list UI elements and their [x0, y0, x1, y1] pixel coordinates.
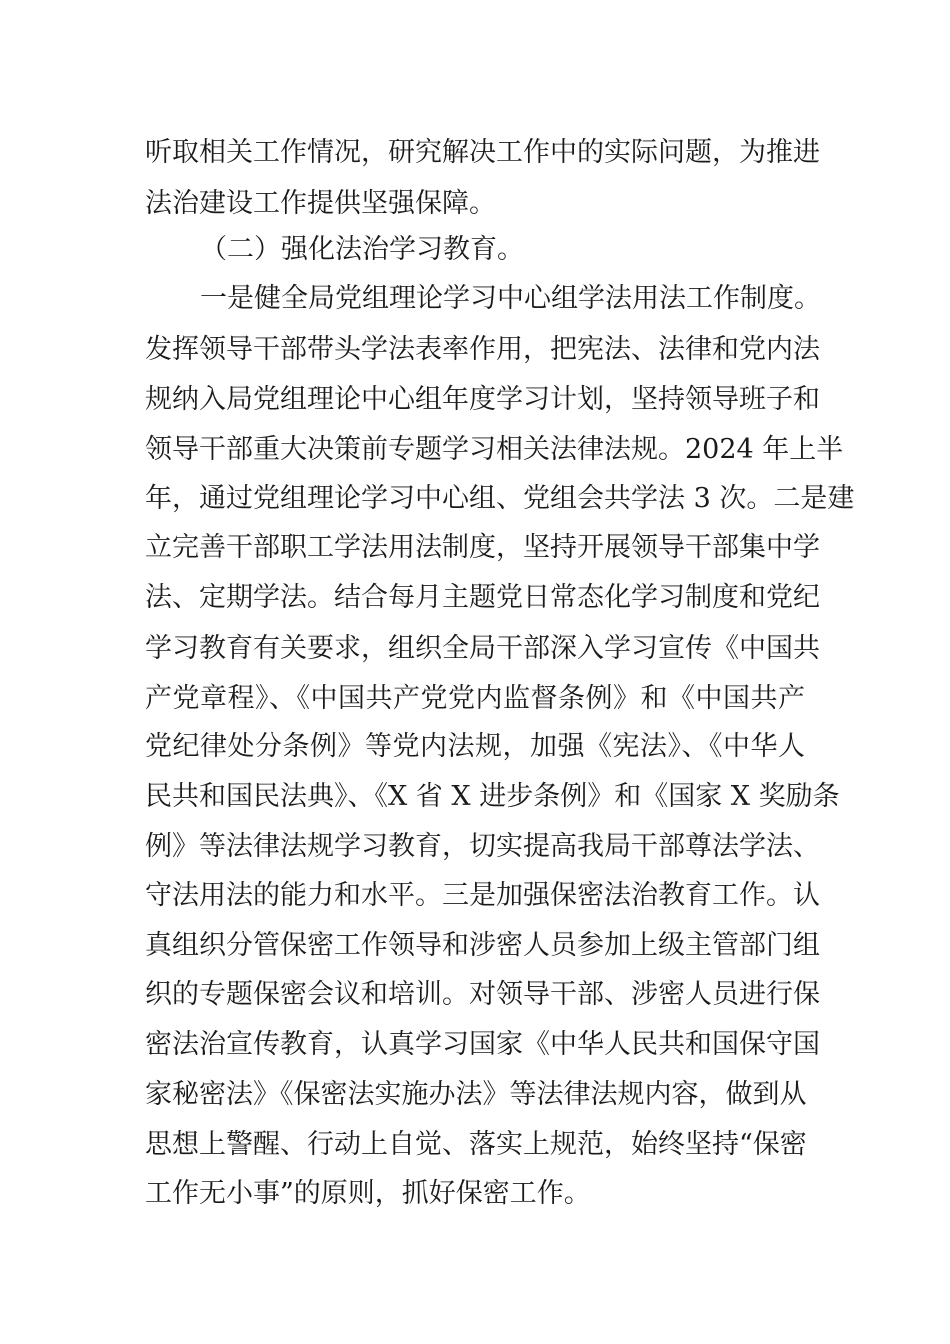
text-line-9: 立完善干部职工学法用法制度，坚持开展领导干部集中学: [145, 532, 820, 563]
text-line-19: 密法治宣传教育，认真学习国家《中华人民共和国保守国: [145, 1029, 820, 1060]
text-line-4: 一是健全局党组理论学习中心组学法用法工作制度。: [200, 283, 821, 314]
text-line-10: 法、定期学法。结合每月主题党日常态化学习制度和党纪: [145, 582, 820, 613]
section-heading: （二）强化法治学习教育。: [200, 234, 524, 265]
text-line-2: 法治建设工作提供坚强保障。: [145, 188, 496, 219]
text-line-13: 党纪律处分条例》等党内法规，加强《宪法》、《中华人: [145, 731, 805, 762]
text-line-8: 年，通过党组理论学习中心组、党组会共学法 3 次。二是建: [145, 483, 855, 514]
text-line-21: 思想上警醒、行动上自觉、落实上规范，始终坚持“保密: [145, 1129, 807, 1160]
text-line-7: 领导干部重大决策前专题学习相关法律法规。2024 年上半: [145, 434, 844, 465]
text-line-12: 产党章程》、《中国共产党党内监督条例》和《中国共产: [145, 683, 805, 714]
text-line-11: 学习教育有关要求，组织全局干部深入学习宣传《中国共: [145, 633, 820, 664]
text-line-15: 例》等法律法规学习教育，切实提高我局干部尊法学法、: [145, 831, 820, 862]
text-line-16: 守法用法的能力和水平。三是加强保密法治教育工作。认: [145, 880, 820, 911]
text-line-17: 真组织分管保密工作领导和涉密人员参加上级主管部门组: [145, 930, 820, 961]
text-line-5: 发挥领导干部带头学法表率作用，把宪法、法律和党内法: [145, 334, 820, 365]
text-line-18: 织的专题保密会议和培训。对领导干部、涉密人员进行保: [145, 979, 820, 1010]
text-line-6: 规纳入局党组理论中心组年度学习计划，坚持领导班子和: [145, 384, 820, 415]
text-line-14: 民共和国民法典》、《X 省 X 进步条例》和《国家 X 奖励条: [145, 781, 840, 812]
text-line-20: 家秘密法》《保密法实施办法》等法律法规内容，做到从: [145, 1079, 807, 1110]
text-line-1: 听取相关工作情况，研究解决工作中的实际问题，为推进: [145, 137, 820, 168]
text-line-22: 工作无小事”的原则，抓好保密工作。: [145, 1178, 591, 1209]
